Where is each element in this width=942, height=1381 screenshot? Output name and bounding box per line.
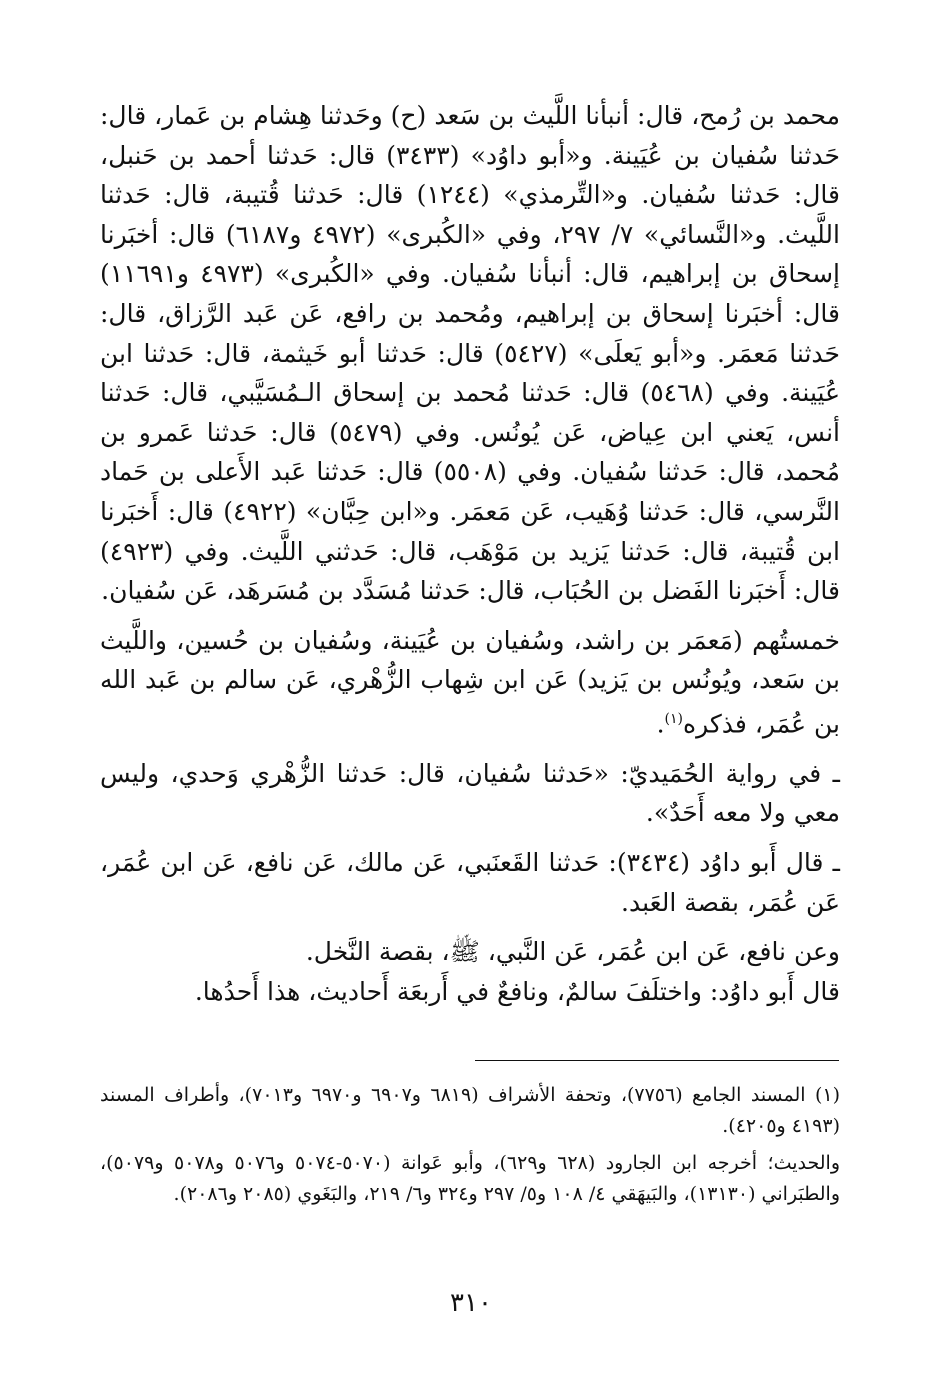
- footnote-takhrij: والحديث؛ أخرجه ابن الجارود (٦٢٨ و٦٢٩)، وأبو عَوانة (٥٠٧٠-٥٠٧٤ و٥٠٧٦ و٥٠٧٨ و٥٠٧٩)، والطبَراني (١٣١٣٠)، والبَيهَقي ٤/ ١٠٨ و٥/ ٢٩٧ و٣٢٤ و٦/ ٢١٩، والبَغَوي (٢٠٨٥ و٢٠٨٦).: [100, 1152, 840, 1205]
- paragraph-isnad-sources: محمد بن رُمح، قال: أنبأنا اللَّيث بن سَعد (ح) وحَدثنا هِشام بن عَمار، قال: حَدثنا سُفيان بن عُيَينة. و«أبو داوُد» (٣٤٣٣) قال: حَدثنا أحمد بن حَنبل، قال: حَدثنا سُفيان. و«التِّرمذي» (١٢٤٤) قال: حَدثنا قُتيبة، قال: حَدثنا اللَّيث. و«النَّسائي» ٧/ ٢٩٧، وفي «الكُبرى» (٤٩٧٢ و٦١٨٧) قال: أخبَرنا إسحاق بن إبراهيم، قال: أنبأنا سُفيان. وفي «الكُبرى» (٤٩٧٣ و١١٦٩١) قال: أخبَرنا إسحاق بن إبراهيم، ومُحمد بن رافع، عَن عَبد الرَّزاق، قال: حَدثنا مَعمَر. و«أبو يَعلَى» (٥٤٢٧) قال: حَدثنا أبو خَيثمة، قال: حَدثنا ابن عُيَينة. وفي (٥٤٦٨) قال: حَدثنا مُحمد بن إسحاق الـمُسَيَّبي، قال: حَدثنا أنس، يَعني ابن عِياض، عَن يُونُس. وفي (٥٤٧٩) قال: حَدثنا عَمرو بن مُحمد، قال: حَدثنا سُفيان. وفي (٥٥٠٨) قال: حَدثنا عَبد الأَعلى بن حَماد النَّرسي، قال: حَدثنا وُهَيب، عَن مَعمَر. و«ابن حِبَّان» (٤٩٢٢) قال: أَخبَرنا ابن قُتيبة، قال: حَدثنا يَزيد بن مَوْهَب، قال: حَدثني اللَّيث. وفي (٤٩٢٣) قال: أَخبَرنا الفَضل بن الحُبَاب، قال: حَدثنا مُسَدَّد بن مُسَرهَد، عَن سُفيان.: [100, 101, 840, 606]
- paragraph-humaydi-narration: ـ في رواية الحُمَيديّ: «حَدثنا سُفيان، قال: حَدثنا الزُّهْري وَحدي، وليس معي ولا معه أَحَدٌ».: [100, 758, 840, 828]
- paragraph-nafi-narration: وعن نافع، عَن ابن عُمَر، عَن النَّبي، ﷺ، بقصة النَّخل.: [305, 937, 840, 967]
- paragraph-abu-dawud-remark: قال أَبو داوُد: واختلَفَ سالمٌ، ونافعٌ في أَربعَة أَحاديث، هذا أَحدُها.: [194, 976, 840, 1006]
- footnote-ref-1[interactable]: (١): [664, 710, 684, 727]
- main-text: [100, 96, 840, 1011]
- paragraph-abu-dawud-3434: ـ قال أَبو داوُد (٣٤٣٤): حَدثنا القَعنَبي، عَن مالك، عَن نافع، عَن ابن عُمَر، عَن عُمَر، بقصة العَبد.: [100, 848, 840, 917]
- footnotes-section: [100, 1080, 840, 1216]
- page-number: ٣١٠: [450, 1288, 492, 1318]
- paragraph-five-narrators-text: خمستُهم (مَعمَر بن راشد، وسُفيان بن عُيَينة، وسُفيان بن حُسين، واللَّيث بن سَعد، ويُونُس بن يَزيد) عَن ابن شِهاب الزُّهْري، عَن سالم بن عَبد الله بن عُمَر، فذكره: [100, 625, 841, 739]
- paragraph-five-narrators: [100, 621, 840, 744]
- footnote-1: (١) المسند الجامع (٧٧٥٦)، وتحفة الأشراف (٦٨١٩ و٦٩٠٧ و٦٩٧٠ و٧٠١٣)، وأطراف المسند (٤١٩٣ و٤٢٠٥).: [100, 1084, 841, 1137]
- footnote-divider: [475, 1060, 839, 1061]
- page-body: [100, 96, 840, 1011]
- paragraph-end-mark: .: [656, 709, 665, 739]
